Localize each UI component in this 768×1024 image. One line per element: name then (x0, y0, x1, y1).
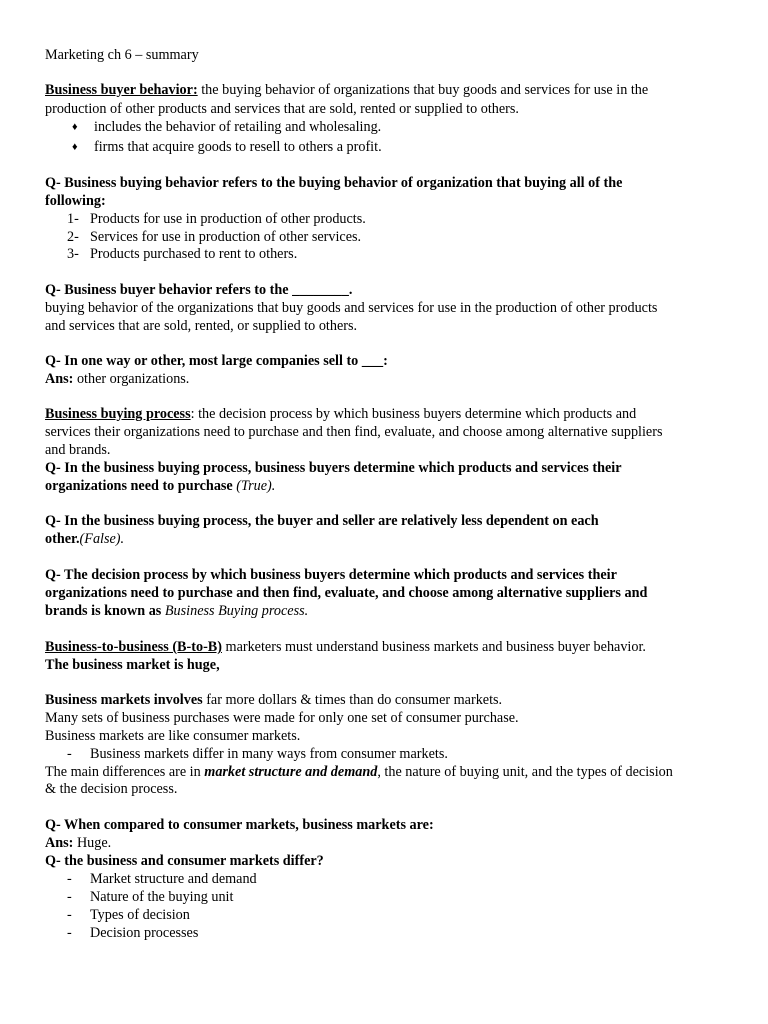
question-line: other.(False). (45, 531, 125, 547)
dash-item: - Market structure and demand (67, 871, 257, 887)
answer-text: Business Buying process. (161, 603, 309, 619)
list-item: 1- Products for use in production of other products. (67, 211, 366, 227)
definition-line: and brands. (45, 442, 111, 458)
definition-text: the buying behavior of organizations that buy goods and services for use in the (197, 82, 649, 98)
diamond-bullet-icon: ♦ (72, 121, 78, 133)
definition-business-buying-process: Business buying process: the decision process by which business buyers determine which products and (45, 406, 637, 422)
question-line: organizations need to purchase (True). (45, 478, 276, 494)
bullet-item: ♦ firms that acquire goods to resell to others a profit. (72, 139, 382, 155)
dash-item: - Types of decision (67, 907, 190, 923)
definition-business-buyer-behavior (45, 81, 648, 99)
list-item: 3- Products purchased to rent to others. (67, 246, 298, 262)
answer-text: (False). (79, 531, 125, 547)
diamond-bullet-icon: ♦ (72, 141, 78, 153)
statement-line: Many sets of business purchases were made for only one set of consumer purchase. (45, 710, 519, 726)
statement-line: & the decision process. (45, 781, 178, 797)
question-line: Q- In the business buying process, business buyers determine which products and services their (45, 460, 622, 476)
document-title: Marketing ch 6 – summary (45, 47, 199, 63)
bullet-item: ♦ includes the behavior of retailing and wholesaling. (72, 119, 382, 135)
dash-item: - Business markets differ in many ways from consumer markets. (67, 746, 448, 762)
statement-line: The business market is huge, (45, 657, 220, 673)
question-line: organizations need to purchase and then find, evaluate, and choose among alternative suppliers and (45, 585, 648, 601)
definition-line: services their organizations need to purchase and then find, evaluate, and choose among alternative suppliers (45, 424, 663, 440)
dash-item: - Nature of the buying unit (67, 889, 234, 905)
question-line: Q- The decision process by which business buyers determine which products and services their (45, 567, 617, 583)
question-line: following: (45, 193, 106, 209)
statement-line: Business markets involves far more dollars & times than do consumer markets. (45, 692, 503, 708)
definition-b-to-b: Business-to-business (B-to-B) marketers must understand business markets and business buyer behavior. (45, 639, 646, 655)
answer-text: (True). (232, 478, 276, 494)
statement-line: Business markets are like consumer markets. (45, 728, 301, 744)
question-line: Q- Business buyer behavior refers to the ________. (45, 282, 353, 298)
definition-line: production of other products and services that are sold, rented or supplied to others. (45, 101, 519, 117)
answer-line: Ans: Huge. (45, 835, 112, 851)
term: Business buying process (45, 406, 191, 422)
answer-line: and services that are sold, rented, or supplied to others. (45, 318, 358, 334)
answer-line: buying behavior of the organizations that buy goods and services for use in the production of other products (45, 300, 658, 316)
question-line: Q- When compared to consumer markets, business markets are: (45, 817, 434, 833)
question-line: Q- In the business buying process, the buyer and seller are relatively less dependent on each (45, 513, 599, 529)
list-item: 2- Services for use in production of other services. (67, 229, 362, 245)
question-line: brands is known as Business Buying process. (45, 603, 309, 619)
term: Business buyer behavior: (45, 82, 198, 98)
statement-line: The main differences are in market structure and demand, the nature of buying unit, and the types of decision (45, 764, 673, 780)
question-line: Q- the business and consumer markets differ? (45, 853, 324, 869)
question-line: Q- In one way or other, most large companies sell to ___: (45, 353, 388, 369)
term: Business-to-business (B-to-B) (45, 639, 222, 655)
answer-line: Ans: other organizations. (45, 371, 190, 387)
dash-item: - Decision processes (67, 925, 199, 941)
question-line: Q- Business buying behavior refers to the buying behavior of organization that buying all of the (45, 175, 623, 191)
